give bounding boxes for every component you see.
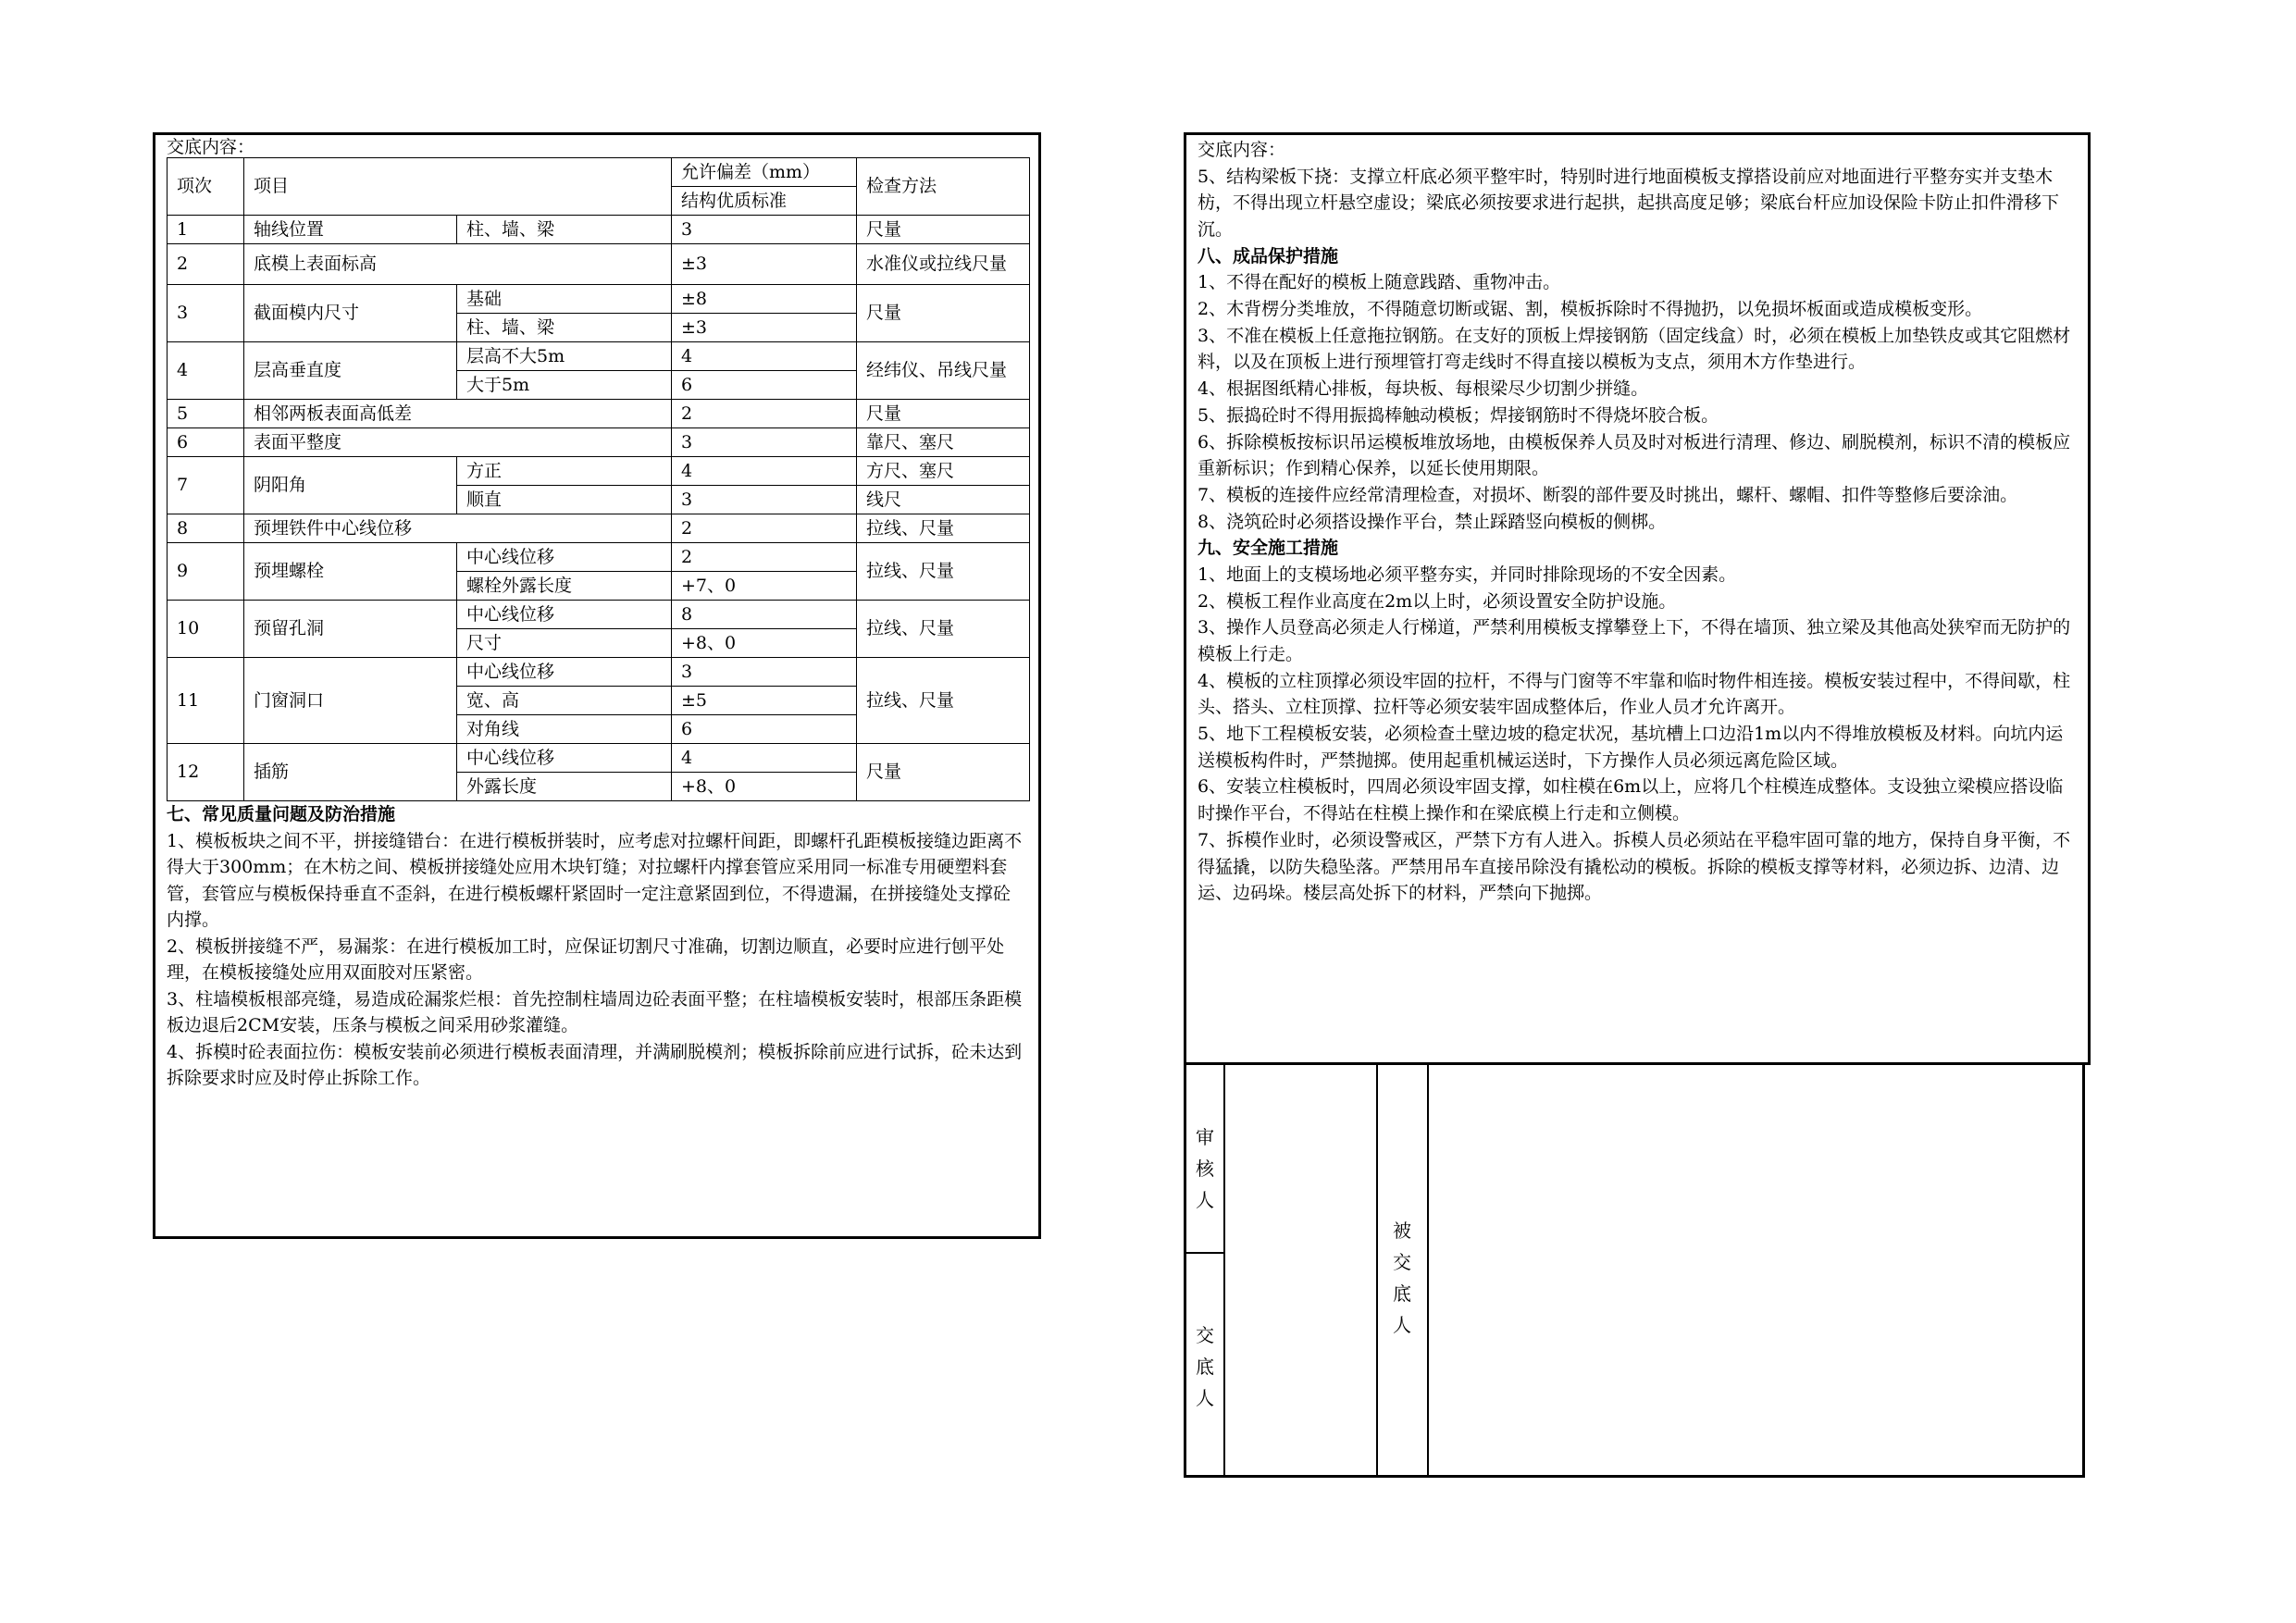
section-7	[155, 801, 1038, 1092]
right-page	[1184, 132, 2091, 1065]
cell-no: 2	[168, 244, 244, 285]
section-8-item: 7、模板的连接件应经常清理检查，对损坏、断裂的部件要及时挑出，螺杆、螺帽、扣件等整修后要涂油。	[1198, 484, 2018, 505]
cell-item: 表面平整度	[244, 428, 672, 457]
cell-no: 12	[168, 744, 244, 801]
cell-value: +7、0	[672, 572, 857, 601]
right-heading: 交底内容：	[1198, 140, 1286, 160]
section-8-title: 八、成品保护措施	[1198, 245, 1339, 266]
table-row	[168, 514, 1030, 543]
section-7-title: 七、常见质量问题及防治措施	[167, 804, 396, 824]
right-intro: 5、结构梁板下挠：支撑立杆底必须平整牢时，特别时进行地面模板支撑搭设前应对地面进行平整夯实并支垫木枋，不得出现立杆悬空虚设；梁底必须按要求进行起拱，起拱高度足够；梁底台杆应加设保险卡防止扣件滑移下沉。	[1198, 166, 2060, 241]
header-item: 项目	[244, 158, 672, 216]
left-page	[153, 132, 1041, 1239]
discloser-label: 交底人	[1196, 1324, 1214, 1409]
left-heading: 交底内容：	[167, 137, 255, 157]
sign-divider	[1376, 1064, 1378, 1475]
cell-method: 经纬仪、吊线尺量	[857, 342, 1030, 400]
sign-divider	[1223, 1064, 1225, 1475]
cell-item: 预埋螺栓	[244, 543, 457, 601]
section-9-item: 2、模板工程作业高度在2m以上时，必须设置安全防护设施。	[1198, 590, 1677, 612]
cell-item: 预埋铁件中心线位移	[244, 514, 672, 543]
header-tolerance: 允许偏差（mm）	[672, 158, 857, 187]
table-row	[168, 216, 1030, 244]
cell-value: 4	[672, 342, 857, 371]
cell-value: 6	[672, 715, 857, 744]
cell-method: 拉线、尺量	[857, 658, 1030, 744]
cell-value: 4	[672, 457, 857, 486]
signature-box	[1184, 1064, 2085, 1478]
cell-value: 3	[672, 658, 857, 687]
cell-no: 4	[168, 342, 244, 400]
cell-sub: 中心线位移	[457, 658, 672, 687]
cell-value: +8、0	[672, 629, 857, 658]
table-row	[168, 744, 1030, 773]
cell-value: 3	[672, 428, 857, 457]
cell-value: 4	[672, 744, 857, 773]
cell-sub: 方正	[457, 457, 672, 486]
cell-value: 8	[672, 601, 857, 629]
cell-sub: 顺直	[457, 486, 672, 514]
cell-sub: 螺栓外露长度	[457, 572, 672, 601]
cell-sub: 层高不大5m	[457, 342, 672, 371]
cell-sub: 基础	[457, 285, 672, 314]
section-8-item: 2、木背楞分类堆放，不得随意切断或锯、割，模板拆除时不得抛扔，以免损坏板面或造成模板变形。	[1198, 299, 1983, 320]
cell-value: 2	[672, 400, 857, 428]
cell-no: 3	[168, 285, 244, 342]
cell-item: 截面模内尺寸	[244, 285, 457, 342]
table-row	[168, 244, 1030, 285]
cell-value: ±8	[672, 285, 857, 314]
cell-value: 2	[672, 514, 857, 543]
cell-method: 水准仪或拉线尺量	[857, 244, 1030, 285]
cell-method: 拉线、尺量	[857, 543, 1030, 601]
table-row	[168, 428, 1030, 457]
table-row	[168, 400, 1030, 428]
cell-method: 拉线、尺量	[857, 601, 1030, 658]
cell-item: 相邻两板表面高低差	[244, 400, 672, 428]
cell-method: 靠尺、塞尺	[857, 428, 1030, 457]
cell-sub: 柱、墙、梁	[457, 314, 672, 342]
cell-method: 方尺、塞尺	[857, 457, 1030, 486]
cell-item: 轴线位置	[244, 216, 457, 244]
section-8-item: 6、拆除模板按标识吊运模板堆放场地，由模板保养人员及时对板进行清理、修边、刷脱模剂，标识不清的模板应重新标识；作到精心保养，以延长使用期限。	[1198, 431, 2071, 479]
right-content	[1186, 135, 2088, 907]
cell-item: 底模上表面标高	[244, 244, 672, 285]
cell-sub: 大于5m	[457, 371, 672, 400]
cell-no: 11	[168, 658, 244, 744]
cell-no: 6	[168, 428, 244, 457]
cell-method: 拉线、尺量	[857, 514, 1030, 543]
section-9-item: 4、模板的立柱顶撑必须设牢固的拉杆，不得与门窗等不牢靠和临时物件相连接。模板安装过程中，不得间歇，柱头、搭头、立柱顶撑、拉杆等必须安装牢固成整体后，作业人员才允许离开。	[1198, 670, 2071, 718]
reviewer-label: 审核人	[1196, 1126, 1214, 1211]
header-method: 检查方法	[857, 158, 1030, 216]
section-7-item: 2、模板拼接缝不严，易漏浆：在进行模板加工时，应保证切割尺寸准确，切割边顺直，必要时应进行刨平处理，在模板接缝处应用双面胶对压紧密。	[167, 935, 1005, 983]
section-9-item: 7、拆模作业时，必须设警戒区，严禁下方有人进入。拆模人员必须站在平稳牢固可靠的地方，保持自身平衡，不得猛撬，以防失稳坠落。严禁用吊车直接吊除没有撬松动的模板。拆除的模板支撑等材料，必须边拆、边清、边运、边码垛。楼层高处拆下的材料，严禁向下抛掷。	[1198, 829, 2071, 904]
cell-method: 尺量	[857, 400, 1030, 428]
cell-sub: 外露长度	[457, 773, 672, 801]
section-8-item: 3、不准在模板上任意拖拉钢筋。在支好的顶板上焊接钢筋（固定线盒）时，必须在模板上加垫铁皮或其它阻燃材料，以及在顶板上进行预埋管打弯走线时不得直接以模板为支点，须用木方作垫进行。	[1198, 325, 2071, 373]
cell-method: 尺量	[857, 216, 1030, 244]
table-row	[168, 342, 1030, 371]
section-9-item: 5、地下工程模板安装，必须检查土壁边坡的稳定状况，基坑槽上口边沿1m以内不得堆放模板及材料。向坑内运送模板构件时，严禁抛掷。使用起重机械运送时，下方操作人员必须远离危险区域。	[1198, 724, 2064, 771]
sign-divider	[1427, 1064, 1429, 1475]
section-7-item: 1、模板板块之间不平，拼接缝错台：在进行模板拼装时，应考虑对拉螺杆间距，即螺杆孔距模板接缝边距离不得大于300mm；在木枋之间、模板拼接缝处应用木块钉缝；对拉螺杆内撑套管应采用同一标准专用硬塑料套管，套管应与模板保持垂直不歪斜，在进行模板螺杆紧固时一定注意紧固到位，不得遗漏，在拼接缝处支撑砼内撑。	[167, 830, 1023, 930]
cell-no: 8	[168, 514, 244, 543]
section-9-item: 1、地面上的支模场地必须平整夯实，并同时排除现场的不安全因素。	[1198, 564, 1737, 585]
cell-item: 预留孔洞	[244, 601, 457, 658]
section-9-item: 6、安装立柱模板时，四周必须设牢固支撑，如柱模在6m以上，应将几个柱模连成整体。支设独立梁模应搭设临时操作平台，不得站在柱模上操作和在梁底模上行走和立侧模。	[1198, 776, 2064, 824]
section-9-item: 3、操作人员登高必须走人行梯道，严禁利用模板支撑攀登上下，不得在墙顶、独立梁及其他高处狭窄而无防护的模板上行走。	[1198, 617, 2071, 664]
cell-value: ±5	[672, 687, 857, 715]
cell-value: ±3	[672, 314, 857, 342]
cell-value: 2	[672, 543, 857, 572]
cell-value: 3	[672, 486, 857, 514]
cell-value: 6	[672, 371, 857, 400]
cell-value: 3	[672, 216, 857, 244]
cell-no: 5	[168, 400, 244, 428]
section-8-item: 1、不得在配好的模板上随意践踏、重物冲击。	[1198, 272, 1561, 293]
cell-sub: 尺寸	[457, 629, 672, 658]
tolerance-table	[167, 157, 1030, 801]
cell-sub: 对角线	[457, 715, 672, 744]
table-row	[168, 543, 1030, 572]
receiver-label: 被交底人	[1393, 1220, 1411, 1336]
cell-method: 线尺	[857, 486, 1030, 514]
section-7-item: 4、拆模时砼表面拉伤：模板安装前必须进行模板表面清理，并满刷脱模剂；模板拆除前应进行试拆，砼未达到拆除要求时应及时停止拆除工作。	[167, 1041, 1023, 1088]
cell-value: +8、0	[672, 773, 857, 801]
cell-sub: 宽、高	[457, 687, 672, 715]
section-8-item: 8、浇筑砼时必须搭设操作平台，禁止踩踏竖向模板的侧梆。	[1198, 511, 1667, 532]
table-row	[168, 658, 1030, 687]
cell-value: ±3	[672, 244, 857, 285]
cell-item: 门窗洞口	[244, 658, 457, 744]
cell-item: 阴阳角	[244, 457, 457, 514]
cell-sub: 柱、墙、梁	[457, 216, 672, 244]
section-7-item: 3、柱墙模板根部亮缝，易造成砼漏浆烂根：首先控制柱墙周边砼表面平整；在柱墙模板安装时，根部压条距模板边退后2CM安装，压条与模板之间采用砂浆灌缝。	[167, 988, 1023, 1035]
cell-sub: 中心线位移	[457, 601, 672, 629]
cell-sub: 中心线位移	[457, 744, 672, 773]
cell-no: 10	[168, 601, 244, 658]
cell-item: 插筋	[244, 744, 457, 801]
cell-no: 1	[168, 216, 244, 244]
cell-sub: 中心线位移	[457, 543, 672, 572]
cell-method: 尺量	[857, 744, 1030, 801]
cell-method: 尺量	[857, 285, 1030, 342]
header-standard: 结构优质标准	[672, 187, 857, 216]
table-row	[168, 285, 1030, 314]
section-8-item: 5、振捣砼时不得用振捣棒触动模板；焊接钢筋时不得烧坏胶合板。	[1198, 404, 1719, 426]
cell-item: 层高垂直度	[244, 342, 457, 400]
cell-no: 7	[168, 457, 244, 514]
header-item-no: 项次	[168, 158, 244, 216]
table-row	[168, 601, 1030, 629]
section-9-title: 九、安全施工措施	[1198, 538, 1339, 559]
section-8-item: 4、根据图纸精心排板，每块板、每根梁尽少切割少拼缝。	[1198, 378, 1649, 400]
table-row	[168, 457, 1030, 486]
cell-no: 9	[168, 543, 244, 601]
sign-divider	[1186, 1252, 1223, 1254]
